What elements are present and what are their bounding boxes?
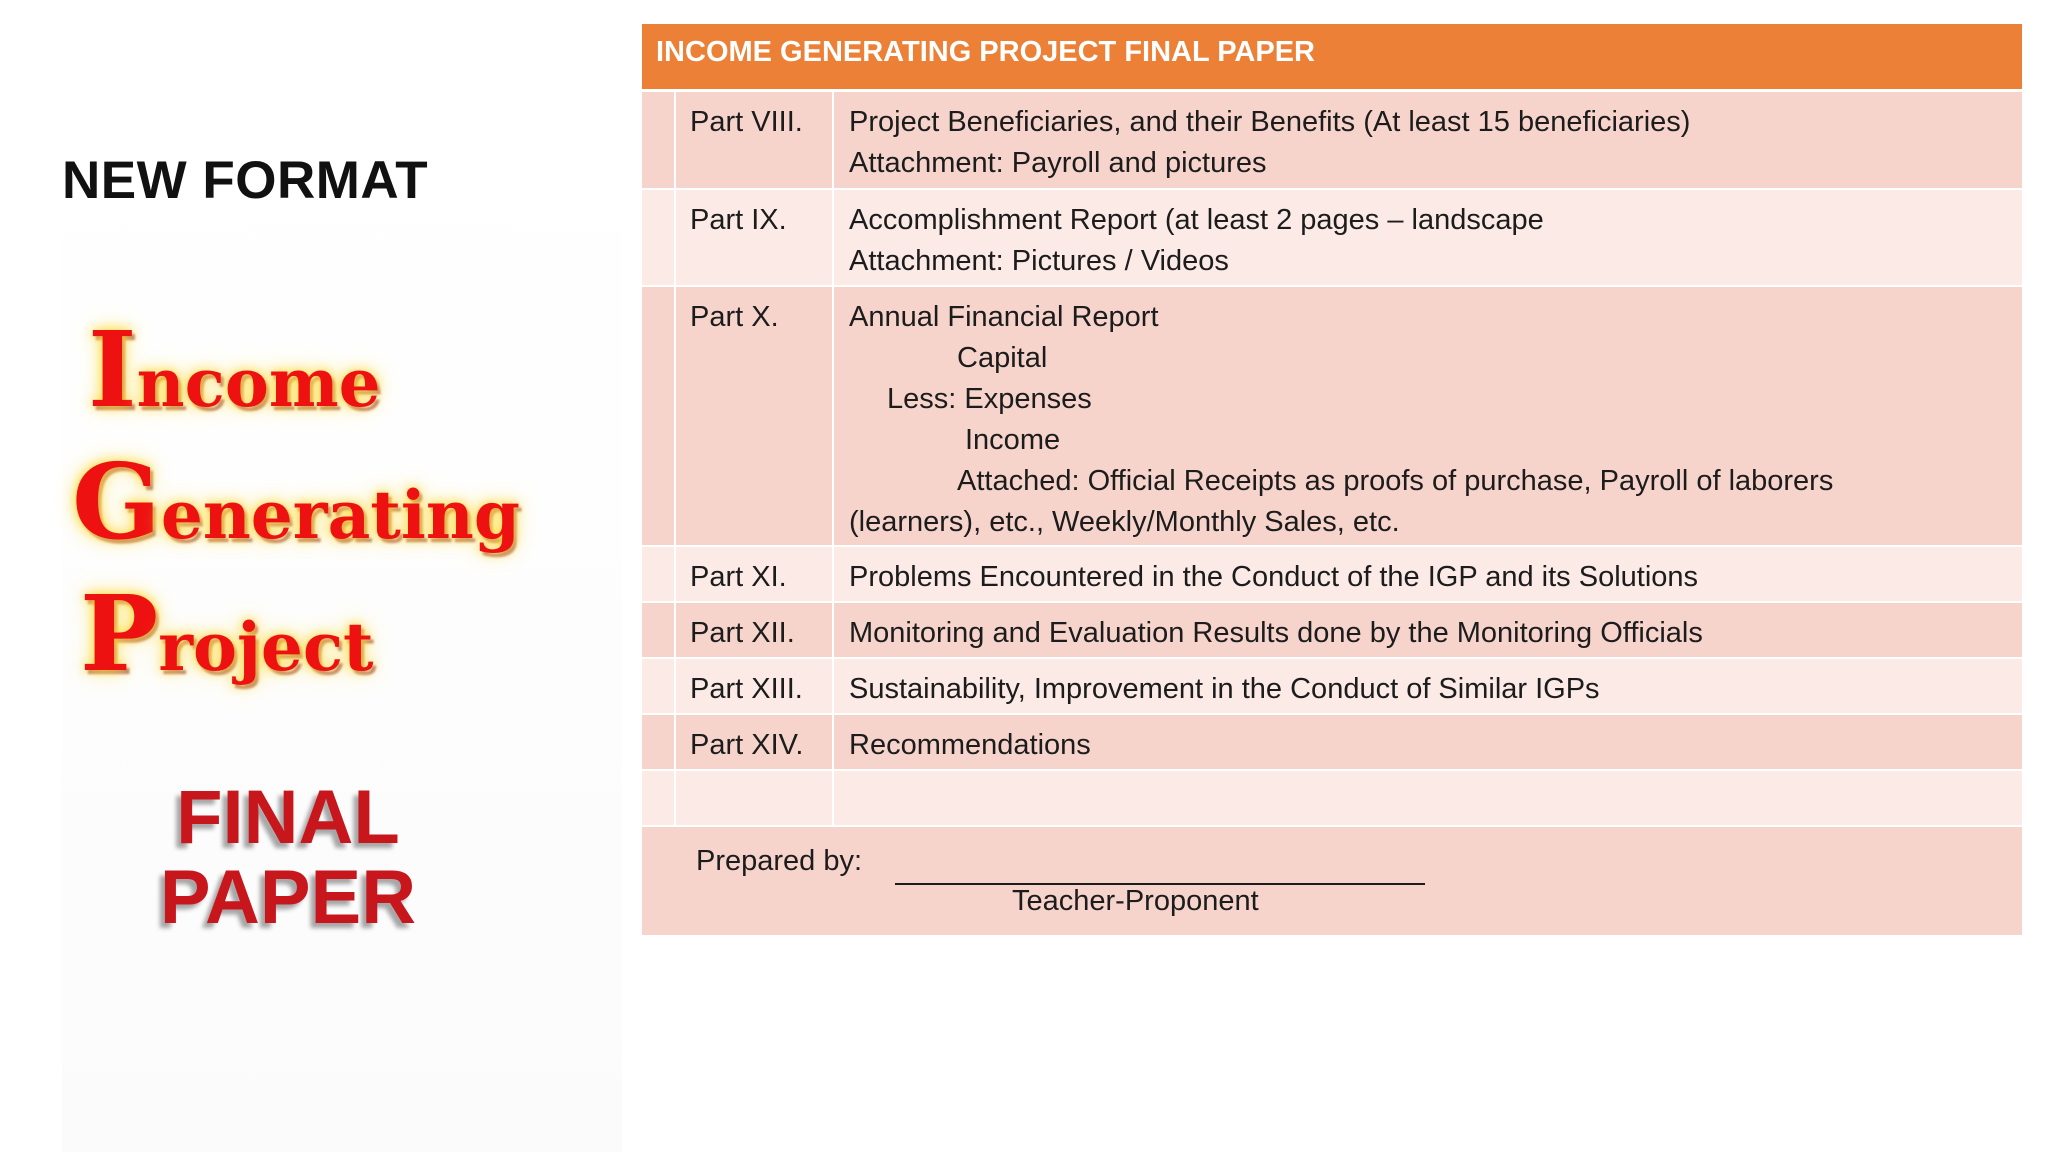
title-initial: I [88, 308, 137, 431]
title-word-income [88, 308, 381, 431]
part-description [834, 92, 2022, 188]
row-marker-cell [642, 771, 676, 825]
title-word-project [80, 572, 374, 695]
row-marker-cell [642, 190, 676, 285]
description-line: Sustainability, Improvement in the Conduct of Similar IGPs [849, 673, 1600, 705]
description-line: Attached: Official Receipts as proofs of purchase, Payroll of laborers [957, 465, 1834, 497]
title-rest: enerating [160, 476, 521, 554]
empty-description-cell [834, 771, 2022, 825]
empty-table-row [642, 771, 2022, 827]
table-row [642, 287, 2022, 547]
part-description [834, 659, 2022, 713]
description-line: Problems Encountered in the Conduct of the IGP and its Solutions [849, 561, 1699, 593]
part-description [834, 603, 2022, 657]
title-rest: roject [158, 608, 374, 686]
description-line: Monitoring and Evaluation Results done by the Monitoring Officials [849, 617, 1703, 649]
prepared-by-section [642, 827, 2022, 935]
part-label: Part XII. [676, 603, 834, 657]
table-row [642, 659, 2022, 715]
description-line: Less: Expenses [887, 383, 1092, 415]
row-marker-cell [642, 287, 676, 545]
part-label: Part XIII. [676, 659, 834, 713]
table-row [642, 603, 2022, 659]
empty-part-cell [676, 771, 834, 825]
part-label: Part VIII. [676, 92, 834, 188]
table-row [642, 715, 2022, 771]
description-line: Income [965, 424, 1061, 456]
table-header: INCOME GENERATING PROJECT FINAL PAPER [642, 24, 2022, 92]
description-line: Attachment: Pictures / Videos [849, 245, 1229, 277]
part-label: Part X. [676, 287, 834, 545]
description-line: Project Beneficiaries, and their Benefits (At least 15 beneficiaries) [849, 106, 1691, 138]
title-word-generating [72, 440, 521, 563]
prepared-by-label: Prepared by: [696, 845, 863, 877]
table-row [642, 547, 2022, 603]
title-initial: P [80, 572, 159, 695]
table-row [642, 92, 2022, 190]
part-description [834, 547, 2022, 601]
final-paper-table [642, 24, 2022, 935]
part-label: Part XIV. [676, 715, 834, 769]
description-line: Attachment: Payroll and pictures [849, 147, 1267, 179]
part-description [834, 190, 2022, 285]
description-line: Accomplishment Report (at least 2 pages – landscape [849, 204, 1544, 236]
part-description [834, 287, 2022, 545]
final-paper-line: FINAL [176, 775, 400, 860]
row-marker-cell [642, 547, 676, 601]
prepared-by-role: Teacher-Proponent [1012, 885, 1259, 917]
description-line: (learners), etc., Weekly/Monthly Sales, etc. [849, 506, 1400, 538]
row-marker-cell [642, 603, 676, 657]
title-rest: ncome [136, 344, 381, 422]
final-paper-line: PAPER [159, 855, 417, 940]
part-description [834, 715, 2022, 769]
description-line: Capital [957, 342, 1048, 374]
row-marker-cell [642, 92, 676, 188]
row-marker-cell [642, 659, 676, 713]
table-row [642, 190, 2022, 287]
title-initial: G [72, 440, 161, 563]
row-marker-cell [642, 715, 676, 769]
description-line: Recommendations [849, 729, 1091, 761]
part-label: Part IX. [676, 190, 834, 285]
description-line: Annual Financial Report [849, 301, 1159, 333]
new-format-heading: NEW FORMAT [62, 151, 429, 210]
final-paper-wordart [108, 775, 468, 940]
part-label: Part XI. [676, 547, 834, 601]
